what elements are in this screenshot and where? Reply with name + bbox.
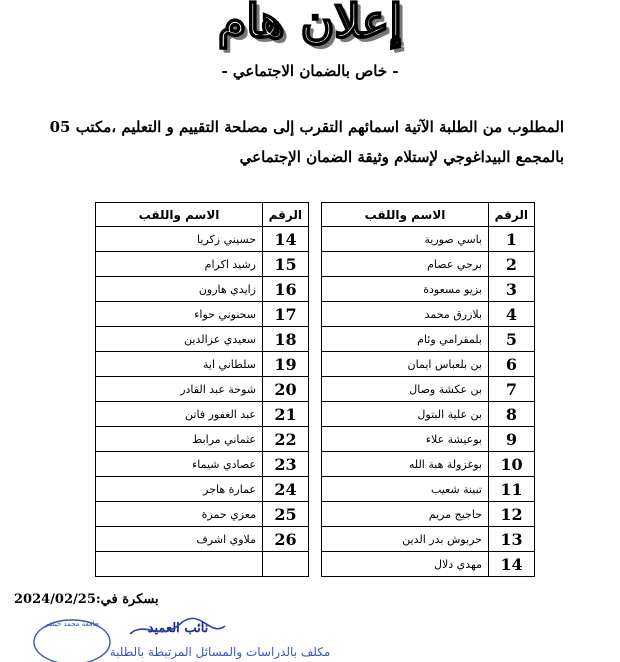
row-number: 9: [489, 427, 535, 452]
student-name: معزي حمزة: [96, 502, 263, 527]
table-row: [96, 252, 535, 277]
row-number: 4: [489, 302, 535, 327]
row-number: 13: [489, 527, 535, 552]
student-name: بن عكشة وصال: [322, 377, 489, 402]
row-number: 14: [263, 227, 309, 252]
student-name: عصادي شيماء: [96, 452, 263, 477]
row-number: 20: [263, 377, 309, 402]
table-row: [96, 377, 535, 402]
table-row: [96, 527, 535, 552]
column-gap: [309, 327, 322, 352]
student-name: شوحة عبد القادر: [96, 377, 263, 402]
student-name: بن بلعباس ايمان: [322, 352, 489, 377]
row-number: 12: [489, 502, 535, 527]
student-name: بلازرق محمد: [322, 302, 489, 327]
intro-line-1: المطلوب من الطلبة الآتية اسمائهم التقرب إلى مصلحة التقييم و التعليم ،مكتب 05: [49, 118, 564, 136]
table-row: [96, 502, 535, 527]
table-row: [96, 552, 535, 577]
student-name: تبينة شعيب: [322, 477, 489, 502]
table-row: [96, 402, 535, 427]
column-gap: [309, 402, 322, 427]
row-number: 8: [489, 402, 535, 427]
table-row: [96, 302, 535, 327]
header-number-left: الرقم: [263, 203, 309, 227]
student-name: عمارة هاجر: [96, 477, 263, 502]
row-number: 14: [489, 552, 535, 577]
table-row: [96, 327, 535, 352]
student-name: بن علية البتول: [322, 402, 489, 427]
student-name: سعيدي عزالدين: [96, 327, 263, 352]
signature-label: نائب العميد: [147, 621, 209, 636]
date-value: 2024/02/25: [14, 592, 96, 607]
row-number: 17: [263, 302, 309, 327]
row-number: 26: [263, 527, 309, 552]
column-gap: [309, 452, 322, 477]
intro-line-2: بالمجمع البيداغوجي لإستلام وثيقة الضمان الإجتماعي: [239, 148, 564, 166]
column-gap: [309, 502, 322, 527]
row-number: 16: [263, 277, 309, 302]
announcement-intro: [24, 112, 564, 172]
student-name: [96, 552, 263, 577]
column-gap: [309, 377, 322, 402]
student-name: مهدي دلال: [322, 552, 489, 577]
column-gap: [309, 302, 322, 327]
row-number: [263, 552, 309, 577]
student-name: سلطاني اية: [96, 352, 263, 377]
row-number: 3: [489, 277, 535, 302]
seal-text: جامعة محمد خيضر: [44, 620, 100, 628]
column-gap: [309, 227, 322, 252]
student-name: عبد الغفور فاتن: [96, 402, 263, 427]
stamp-caption: مكلف بالدراسات والمسائل المرتبطة بالطلبة: [109, 645, 331, 659]
student-name: حسيني زكريا: [96, 227, 263, 252]
student-name: سحنوني حواء: [96, 302, 263, 327]
row-number: 25: [263, 502, 309, 527]
row-number: 7: [489, 377, 535, 402]
row-number: 21: [263, 402, 309, 427]
table-row: [96, 477, 535, 502]
table-row: [96, 452, 535, 477]
date-line: [14, 592, 159, 607]
column-gap: [309, 427, 322, 452]
row-number: 22: [263, 427, 309, 452]
column-gap: [309, 277, 322, 302]
header-number-right: الرقم: [489, 203, 535, 227]
stamp-graphic: [44, 612, 331, 662]
table-header-row: [96, 203, 535, 227]
table-row: [96, 427, 535, 452]
column-gap: [309, 252, 322, 277]
student-name: حربوش بدر الدين: [322, 527, 489, 552]
date-label: بسكرة في:: [95, 592, 159, 607]
table-row: [96, 227, 535, 252]
column-gap: [309, 552, 322, 577]
header-name-right: الاسم واللقب: [322, 203, 489, 227]
student-name: بوعيشة علاء: [322, 427, 489, 452]
row-number: 10: [489, 452, 535, 477]
row-number: 15: [263, 252, 309, 277]
student-name: زايدي هارون: [96, 277, 263, 302]
row-number: 11: [489, 477, 535, 502]
row-number: 23: [263, 452, 309, 477]
announcement-subtitle: - خاص بالضمان الاجتماعي -: [221, 62, 399, 80]
row-number: 2: [489, 252, 535, 277]
row-number: 18: [263, 327, 309, 352]
column-gap: [309, 203, 322, 227]
row-number: 6: [489, 352, 535, 377]
column-gap: [309, 352, 322, 377]
announcement-title: إعلان هام: [217, 0, 403, 48]
column-gap: [309, 527, 322, 552]
student-name: بلمقرامي وئام: [322, 327, 489, 352]
student-name: ملاوي اشرف: [96, 527, 263, 552]
header-name-left: الاسم واللقب: [96, 203, 263, 227]
row-number: 24: [263, 477, 309, 502]
students-table: [95, 202, 535, 577]
student-name: حاجيج مريم: [322, 502, 489, 527]
student-name: بزيو مسعودة: [322, 277, 489, 302]
row-number: 5: [489, 327, 535, 352]
table-row: [96, 277, 535, 302]
signature-stamp: [44, 612, 331, 662]
student-name: بوغزولة هبة الله: [322, 452, 489, 477]
student-name: باسي صورية: [322, 227, 489, 252]
student-name: عثماني مرابط: [96, 427, 263, 452]
row-number: 1: [489, 227, 535, 252]
row-number: 19: [263, 352, 309, 377]
column-gap: [309, 477, 322, 502]
student-name: برجي عصام: [322, 252, 489, 277]
student-name: رشيد اكرام: [96, 252, 263, 277]
table-row: [96, 352, 535, 377]
